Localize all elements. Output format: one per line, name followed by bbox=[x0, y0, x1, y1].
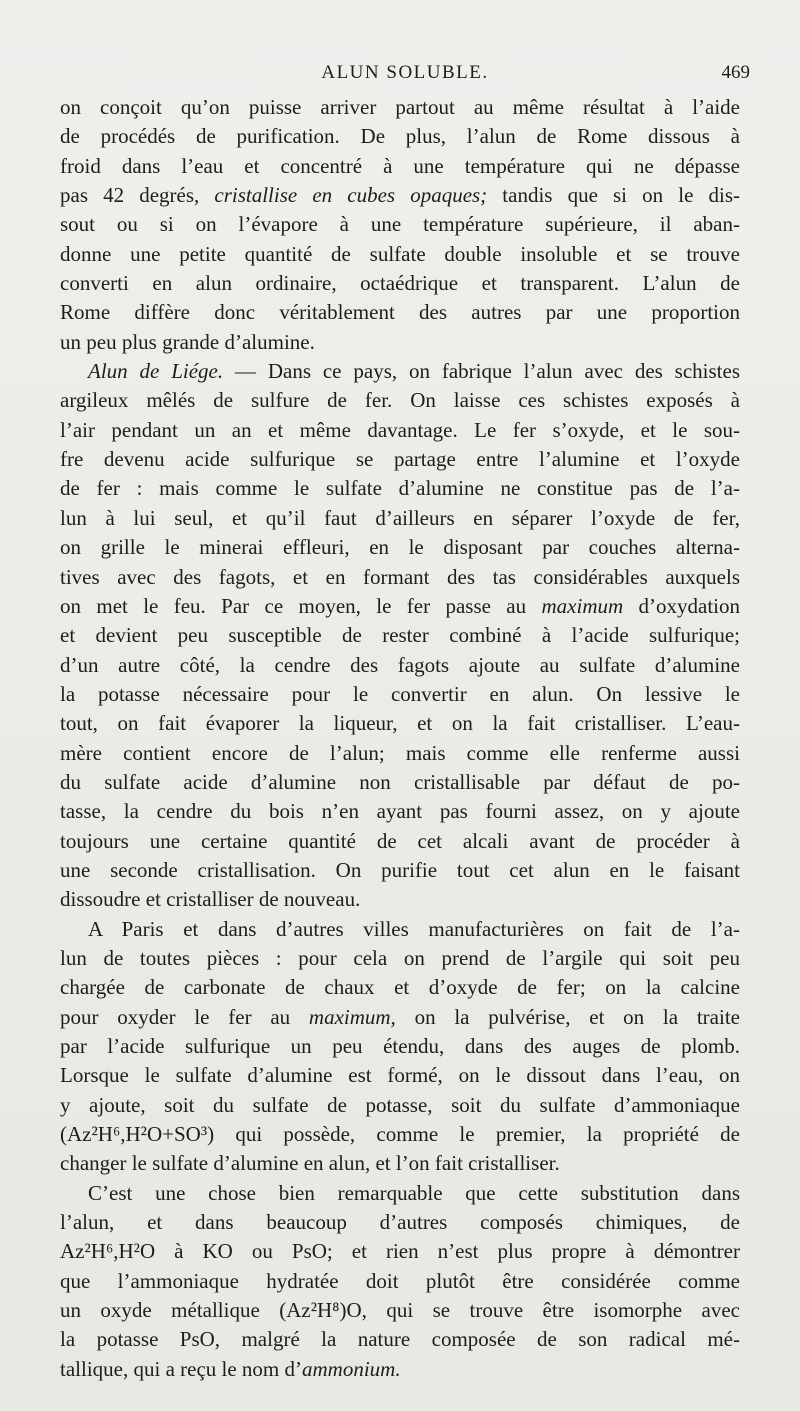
text-segment: (Az²H⁶,H²O+SO³) qui possède, comme le premier, la propriété de bbox=[60, 1122, 740, 1147]
text-segment: Az²H⁶,H²O à KO ou PsO; et rien n’est plus propre à démontrer bbox=[60, 1239, 740, 1264]
italic-text: ammonium. bbox=[302, 1356, 401, 1381]
text-segment: froid dans l’eau et concentré à une température qui ne dépasse bbox=[60, 153, 740, 178]
text-line bbox=[60, 856, 740, 885]
text-line bbox=[60, 1091, 740, 1120]
text-segment: on grille le minerai effleuri, en le disposant par couches alterna- bbox=[60, 535, 740, 560]
text-segment: converti en alun ordinaire, octaédrique et transparent. L’alun de bbox=[60, 271, 740, 296]
text-line bbox=[60, 386, 740, 415]
text-segment: lun de toutes pièces : pour cela on prend de l’argile qui soit peu bbox=[60, 945, 740, 970]
text-segment: dissoudre et cristalliser de nouveau. bbox=[60, 887, 361, 912]
text-segment: de fer : mais comme le sulfate d’alumine ne constitue pas de l’a- bbox=[60, 476, 740, 501]
text-line bbox=[60, 357, 740, 386]
text-line bbox=[60, 1032, 740, 1061]
text-segment: une seconde cristallisation. On purifie tout cet alun en le faisant bbox=[60, 857, 740, 882]
text-line bbox=[60, 651, 740, 680]
italic-text: maximum bbox=[541, 593, 624, 618]
text-line bbox=[60, 973, 740, 1002]
text-segment: lun à lui seul, et qu’il faut d’ailleurs en séparer l’oxyde de fer, bbox=[60, 505, 740, 530]
text-segment: l’alun, et dans beaucoup d’autres composés chimiques, de bbox=[60, 1210, 740, 1235]
text-line bbox=[60, 1237, 740, 1266]
text-segment: tives avec des fagots, et en formant des tas considérables auxquels bbox=[60, 564, 740, 589]
text-segment: — Dans ce pays, on fabrique l’alun avec des schistes bbox=[223, 359, 741, 384]
text-segment: d’un autre côté, la cendre des fagots ajoute au sulfate d’alumine bbox=[60, 652, 740, 677]
text-line bbox=[60, 680, 740, 709]
text-line bbox=[60, 269, 740, 298]
text-segment: argileux mêlés de sulfure de fer. On laisse ces schistes exposés à bbox=[60, 388, 740, 413]
text-segment: de procédés de purification. De plus, l’alun de Rome dissous à bbox=[60, 124, 740, 149]
text-segment: mère contient encore de l’alun; mais comme elle renferme aussi bbox=[60, 740, 740, 765]
italic-text: maximum, bbox=[308, 1004, 396, 1029]
text-segment: toujours une certaine quantité de cet alcali avant de procéder à bbox=[60, 828, 740, 853]
text-line bbox=[60, 1003, 740, 1032]
text-segment: changer le sulfate d’alumine en alun, et l’on fait cristalliser. bbox=[60, 1151, 560, 1176]
text-line bbox=[60, 152, 740, 181]
text-line bbox=[60, 122, 740, 151]
text-line bbox=[60, 328, 740, 357]
text-segment: la potasse nécessaire pour le convertir en alun. On lessive le bbox=[60, 681, 740, 706]
italic-text: cristallise en cubes opaques; bbox=[214, 183, 488, 208]
text-line bbox=[60, 621, 740, 650]
text-segment: Lorsque le sulfate d’alumine est formé, on le dissout dans l’eau, on bbox=[60, 1063, 740, 1088]
text-line bbox=[60, 1120, 740, 1149]
text-segment: du sulfate acide d’alumine non cristallisable par défaut de po- bbox=[60, 769, 740, 794]
text-segment: pour oxyder le fer au bbox=[60, 1004, 309, 1029]
running-title: ALUN SOLUBLE. bbox=[321, 62, 489, 83]
text-segment: tallique, qui a reçu le nom d’ bbox=[60, 1356, 303, 1381]
text-segment: sout ou si on l’évapore à une température supérieure, il aban- bbox=[60, 212, 740, 237]
text-segment: et devient peu susceptible de rester combiné à l’acide sulfurique; bbox=[60, 623, 740, 648]
text-segment: C’est une chose bien remarquable que cette substitution dans bbox=[88, 1180, 740, 1205]
text-line bbox=[60, 445, 740, 474]
text-segment: un oxyde métallique (Az²H⁸)O, qui se trouve être isomorphe avec bbox=[60, 1298, 740, 1323]
text-segment: d’oxydation bbox=[623, 593, 740, 618]
text-line bbox=[60, 797, 740, 826]
text-segment: fre devenu acide sulfurique se partage entre l’alumine et l’oxyde bbox=[60, 447, 740, 472]
text-segment: l’air pendant un an et même davantage. Le fer s’oxyde, et le sou- bbox=[60, 417, 740, 442]
text-line bbox=[60, 210, 740, 239]
text-segment: on la pulvérise, et on la traite bbox=[395, 1004, 740, 1029]
text-line bbox=[60, 709, 740, 738]
text-line bbox=[60, 416, 740, 445]
text-line bbox=[60, 1149, 740, 1178]
text-line bbox=[60, 768, 740, 797]
text-segment: que l’ammoniaque hydratée doit plutôt être considérée comme bbox=[60, 1268, 740, 1293]
text-line bbox=[60, 1267, 740, 1296]
text-line bbox=[60, 592, 740, 621]
text-segment: par l’acide sulfurique un peu étendu, dans des auges de plomb. bbox=[60, 1034, 740, 1058]
text-line bbox=[60, 93, 740, 122]
text-line bbox=[60, 1355, 740, 1384]
text-line bbox=[60, 181, 740, 210]
text-segment: y ajoute, soit du sulfate de potasse, soit du sulfate d’ammoniaque bbox=[60, 1092, 740, 1117]
text-segment: tout, on fait évaporer la liqueur, et on la fait cristalliser. L’eau- bbox=[60, 711, 740, 736]
text-line bbox=[60, 739, 740, 768]
text-segment: un peu plus grande d’alumine. bbox=[60, 329, 315, 354]
text-segment: on conçoit qu’on puisse arriver partout au même résultat à l’aide bbox=[60, 95, 740, 119]
text-segment: on met le feu. Par ce moyen, le fer passe au bbox=[60, 593, 542, 618]
text-segment: Rome diffère donc véritablement des autres par une proportion bbox=[60, 300, 740, 325]
italic-text: Alun de Liége. bbox=[88, 359, 224, 384]
text-segment: tasse, la cendre du bois n’en ayant pas fourni assez, on y ajoute bbox=[60, 799, 740, 824]
body-text bbox=[60, 93, 740, 1384]
text-line bbox=[60, 944, 740, 973]
text-line bbox=[60, 1325, 740, 1354]
text-line bbox=[60, 298, 740, 327]
text-line bbox=[60, 885, 740, 914]
text-line bbox=[60, 563, 740, 592]
text-segment: chargée de carbonate de chaux et d’oxyde de fer; on la calcine bbox=[60, 975, 740, 1000]
text-segment: la potasse PsO, malgré la nature composée de son radical mé- bbox=[60, 1327, 740, 1352]
text-line bbox=[60, 240, 740, 269]
text-line bbox=[60, 504, 740, 533]
text-line bbox=[60, 827, 740, 856]
text-line bbox=[60, 915, 740, 944]
text-line bbox=[60, 474, 740, 503]
text-line bbox=[60, 1208, 740, 1237]
text-segment: tandis que si on le dis- bbox=[487, 183, 740, 208]
text-segment: A Paris et dans d’autres villes manufacturières on fait de l’a- bbox=[88, 916, 740, 941]
page-number: 469 bbox=[721, 62, 750, 83]
text-segment: donne une petite quantité de sulfate double insoluble et se trouve bbox=[60, 241, 740, 266]
running-header bbox=[60, 62, 750, 86]
text-line bbox=[60, 533, 740, 562]
text-line bbox=[60, 1061, 740, 1090]
text-segment: pas 42 degrés, bbox=[60, 183, 215, 208]
text-line bbox=[60, 1179, 740, 1208]
text-line bbox=[60, 1296, 740, 1325]
